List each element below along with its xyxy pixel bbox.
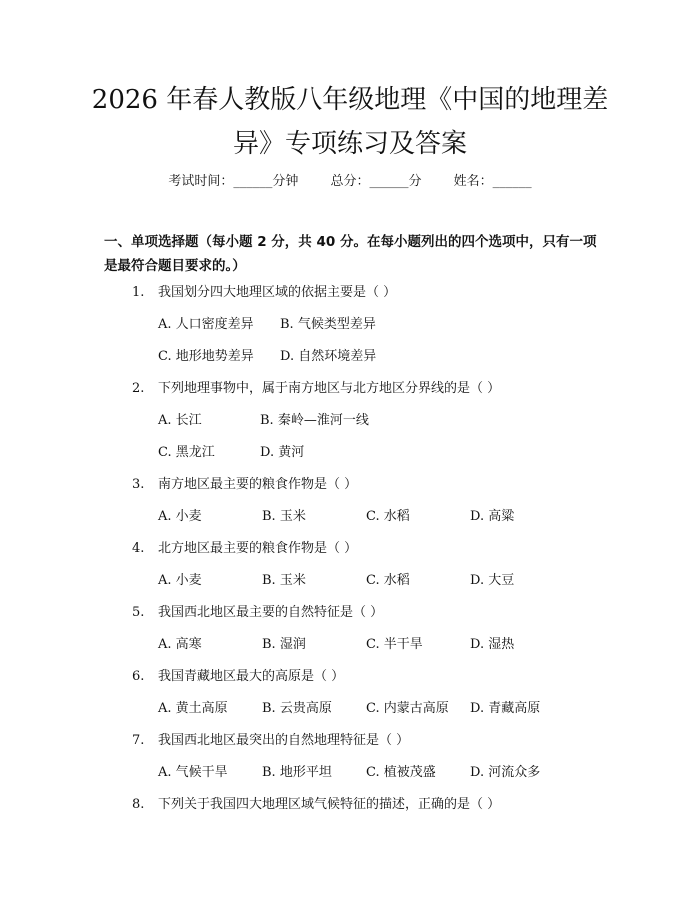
option-c: C. 植被茂盛 [366,765,436,780]
question-text: 南方地区最主要的粮食作物是（ ） [158,477,358,492]
question-4 [132,537,357,556]
exam-score: 总分：______分 [330,174,422,189]
question-6 [132,665,344,684]
option-c: C. 半干旱 [366,637,423,652]
question-number: 2. [132,381,145,396]
question-number: 1. [132,285,145,300]
exam-time: 考试时间：______分钟 [168,174,299,189]
options-row [158,633,514,652]
option-c: C. 水稻 [366,509,410,524]
option-d: D. 大豆 [470,573,515,588]
option-a: A. 黄土高原 [158,701,228,716]
option-b: B. 地形平坦 [262,765,332,780]
option-c: C. 内蒙古高原 [366,701,449,716]
exam-name: 姓名：______ [453,174,532,189]
option-b: B. 秦岭—淮河一线 [260,413,369,428]
question-3 [132,473,357,492]
option-a: A. 小麦 [158,509,202,524]
option-d: D. 高粱 [470,509,515,524]
section-heading: 一、单项选择题（每小题 2 分，共 40 分。在每小题列出的四个选项中，只有一项是最符合题目要求的。） [104,234,597,274]
option-d: D. 自然环境差异 [280,349,377,364]
options-row [158,345,376,364]
option-d: D. 湿热 [470,637,515,652]
question-number: 6. [132,669,145,684]
question-number: 8. [132,797,145,812]
option-a: A. 长江 [158,413,202,428]
option-b: B. 玉米 [262,573,306,588]
option-b: B. 云贵高原 [262,701,332,716]
question-8 [132,793,500,812]
options-row [158,697,540,716]
options-row [158,313,376,332]
title-line-1: 2026 年春人教版八年级地理《中国的地理差 [91,85,609,115]
question-text: 我国青藏地区最大的高原是（ ） [158,669,345,684]
question-text: 我国划分四大地理区域的依据主要是（ ） [158,285,397,300]
question-number: 5. [132,605,145,620]
options-row [158,569,514,588]
option-c: C. 水稻 [366,573,410,588]
option-d: D. 河流众多 [470,765,541,780]
question-text: 我国西北地区最主要的自然特征是（ ） [158,605,384,620]
question-text: 北方地区最主要的粮食作物是（ ） [158,541,358,556]
options-row [158,441,304,460]
question-text: 下列地理事物中，属于南方地区与北方地区分界线的是（ ） [158,381,501,396]
option-b: B. 湿润 [262,637,306,652]
question-2 [132,377,500,396]
option-b: B. 玉米 [262,509,306,524]
question-number: 4. [132,541,145,556]
question-5 [132,601,383,620]
question-1 [132,281,396,300]
question-text: 下列关于我国四大地理区域气候特征的描述，正确的是（ ） [158,797,501,812]
option-d: D. 青藏高原 [470,701,541,716]
page-title [90,78,610,166]
option-c: C. 黑龙江 [158,445,215,460]
exam-info [0,170,700,189]
option-a: A. 气候干旱 [158,765,228,780]
option-a: A. 人口密度差异 [158,317,254,332]
option-a: A. 高寒 [158,637,202,652]
question-7 [132,729,409,748]
question-number: 7. [132,733,145,748]
title-line-2: 异》专项练习及答案 [232,129,467,159]
option-a: A. 小麦 [158,573,202,588]
question-text: 我国西北地区最突出的自然地理特征是（ ） [158,733,410,748]
question-number: 3. [132,477,145,492]
options-row [158,761,540,780]
option-d: D. 黄河 [260,445,305,460]
options-row [158,409,369,428]
option-b: B. 气候类型差异 [280,317,376,332]
option-c: C. 地形地势差异 [158,349,254,364]
options-row [158,505,514,524]
